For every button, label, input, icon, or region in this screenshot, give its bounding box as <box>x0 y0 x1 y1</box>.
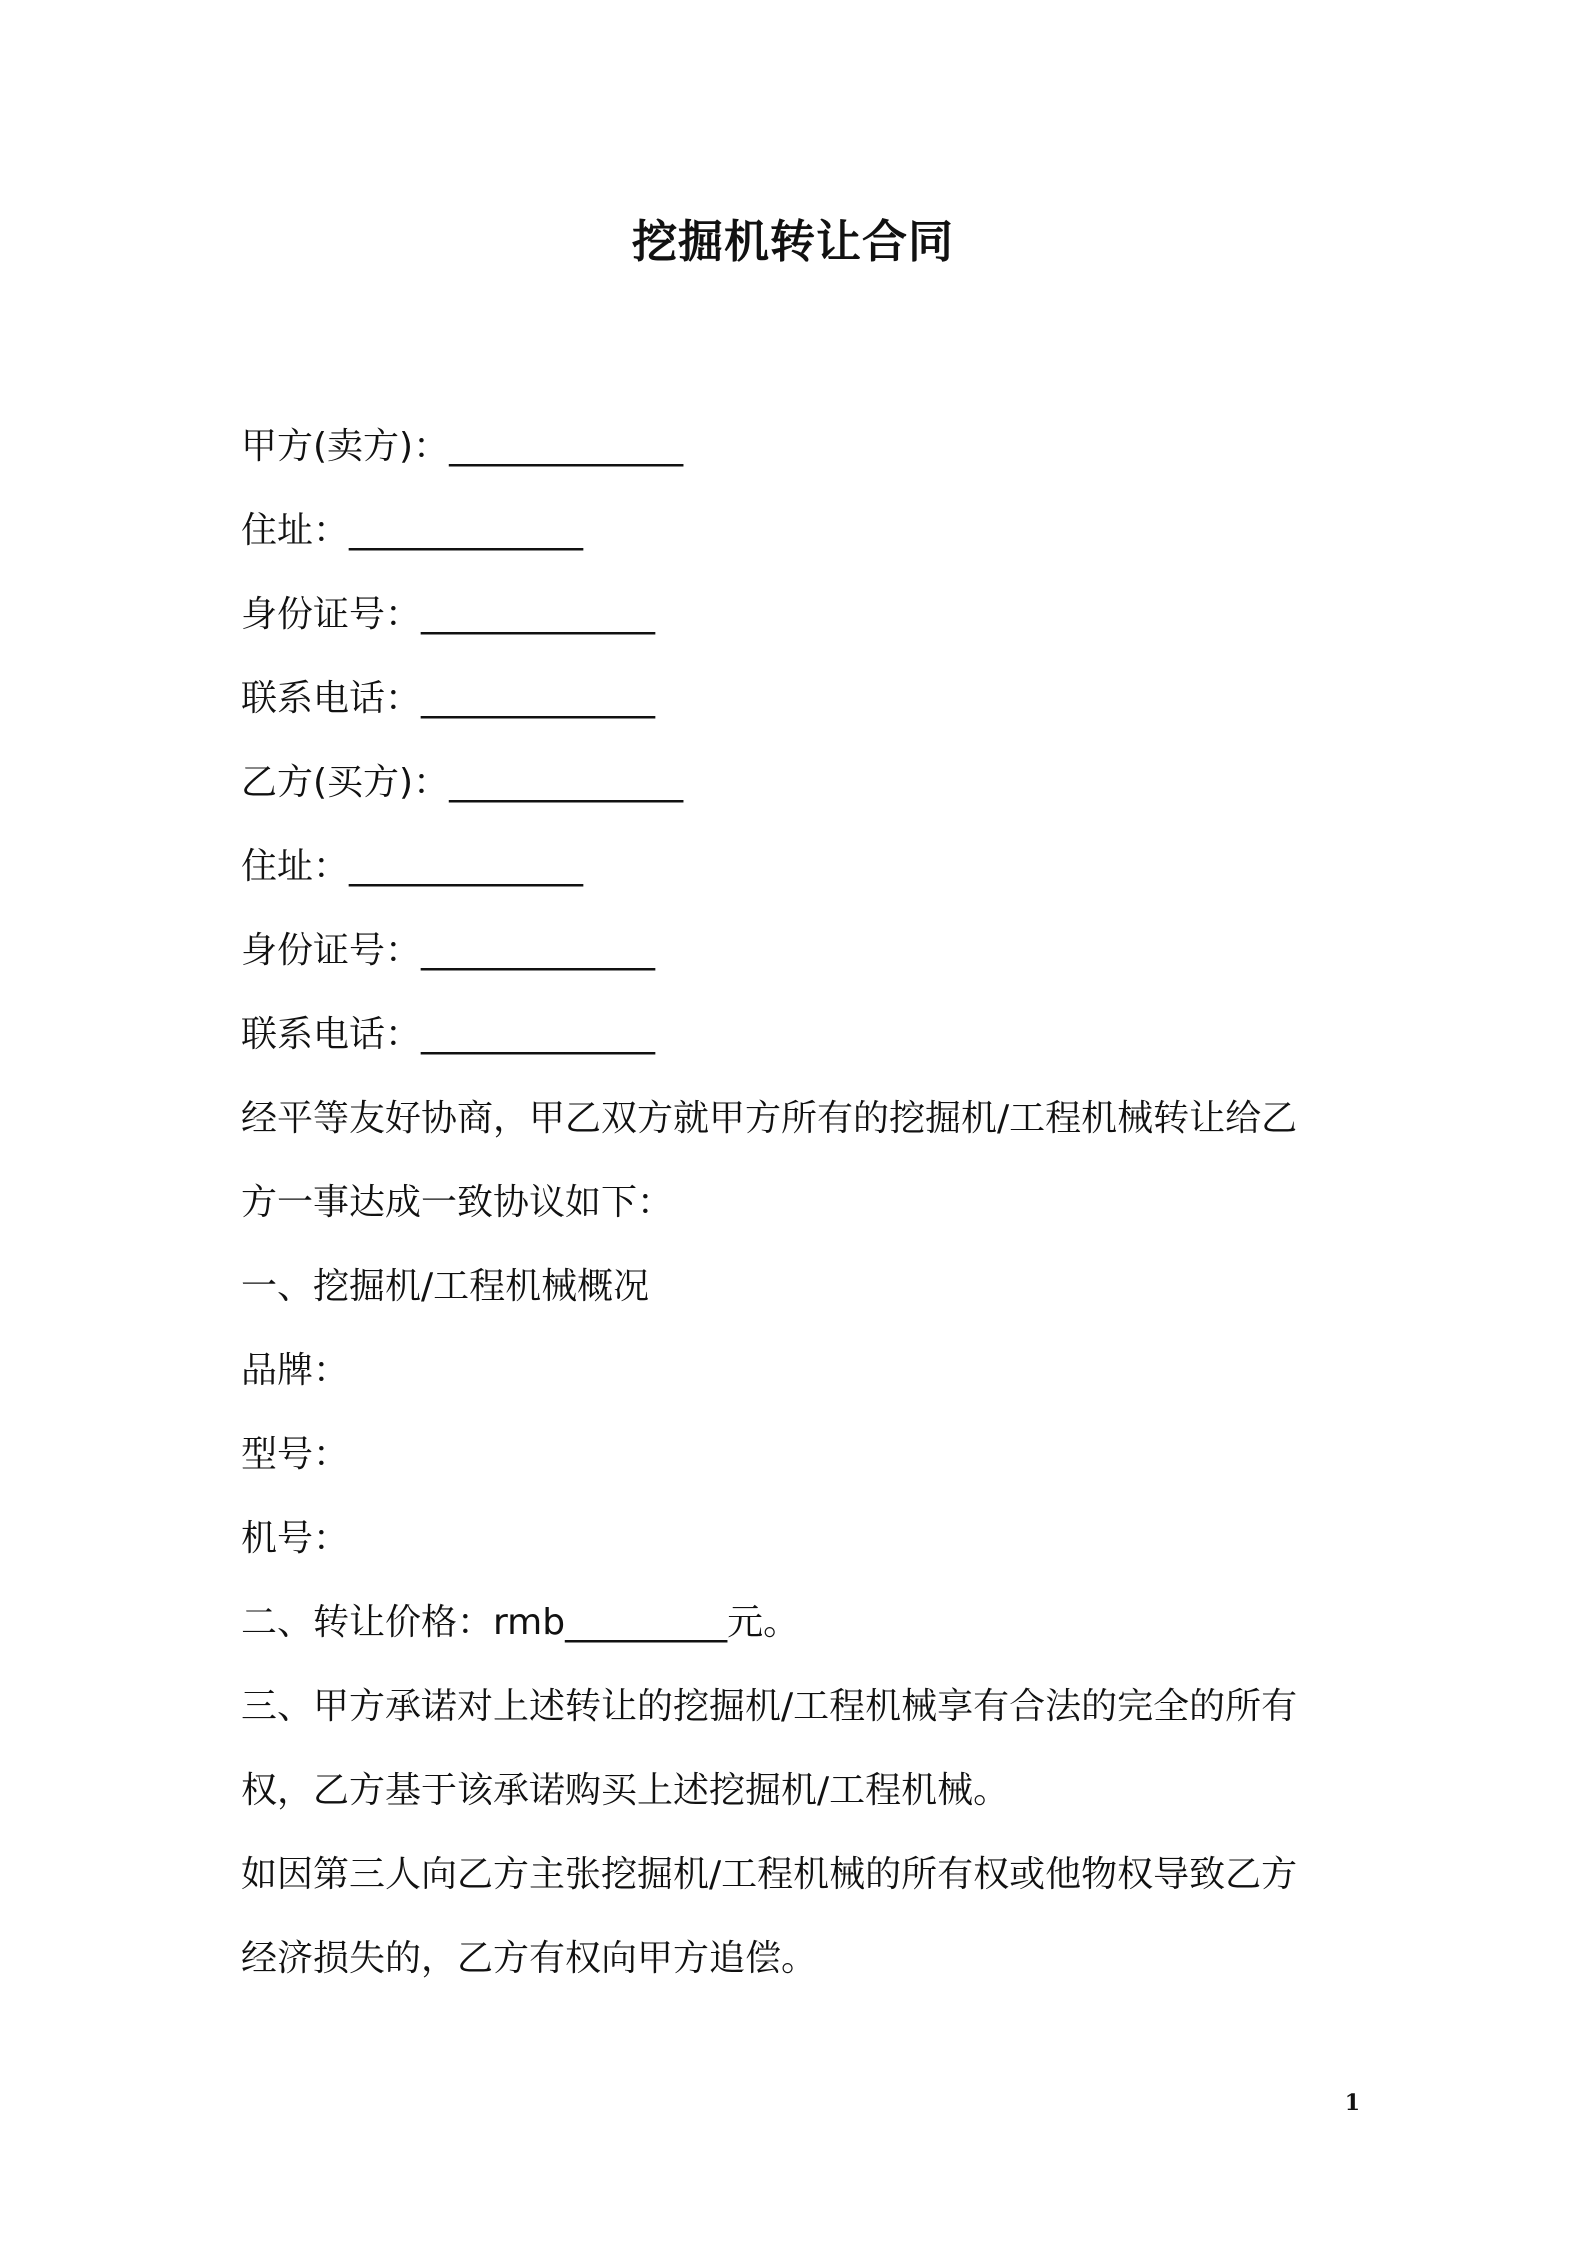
buyer-name-line: 乙方(买方)：_____________ <box>241 762 684 803</box>
section-1-heading: 一、挖掘机/工程机械概况 <box>241 1266 650 1307</box>
machine-number-line: 机号： <box>241 1518 350 1559</box>
document-title: 挖掘机转让合同 <box>631 215 954 268</box>
seller-address-line: 住址：_____________ <box>241 510 584 551</box>
section-3-line-2: 权，乙方基于该承诺购买上述挖掘机/工程机械。 <box>241 1770 1010 1811</box>
seller-name-line: 甲方(卖方)：_____________ <box>241 426 684 467</box>
buyer-id-line: 身份证号：_____________ <box>241 930 656 971</box>
compensation-line-2: 经济损失的，乙方有权向甲方追偿。 <box>241 1938 818 1979</box>
brand-line: 品牌： <box>241 1350 350 1391</box>
section-3-line-1: 三、甲方承诺对上述转让的挖掘机/工程机械享有合法的完全的所有 <box>241 1686 1298 1727</box>
seller-id-line: 身份证号：_____________ <box>241 594 656 635</box>
model-line: 型号： <box>241 1434 350 1475</box>
buyer-phone-line: 联系电话：_____________ <box>241 1014 656 1055</box>
compensation-line-1: 如因第三人向乙方主张挖掘机/工程机械的所有权或他物权导致乙方 <box>241 1854 1298 1895</box>
buyer-address-line: 住址：_____________ <box>241 846 584 887</box>
agreement-intro-line-1: 经平等友好协商，甲乙双方就甲方所有的挖掘机/工程机械转让给乙 <box>241 1098 1298 1139</box>
document-body <box>241 405 1361 2001</box>
seller-phone-line: 联系电话：_____________ <box>241 678 656 719</box>
section-2-price-line: 二、转让价格：rmb_________元。 <box>241 1602 800 1643</box>
agreement-intro-line-2: 方一事达成一致协议如下： <box>241 1182 674 1223</box>
page-number: 1 <box>1344 2090 1360 2116</box>
